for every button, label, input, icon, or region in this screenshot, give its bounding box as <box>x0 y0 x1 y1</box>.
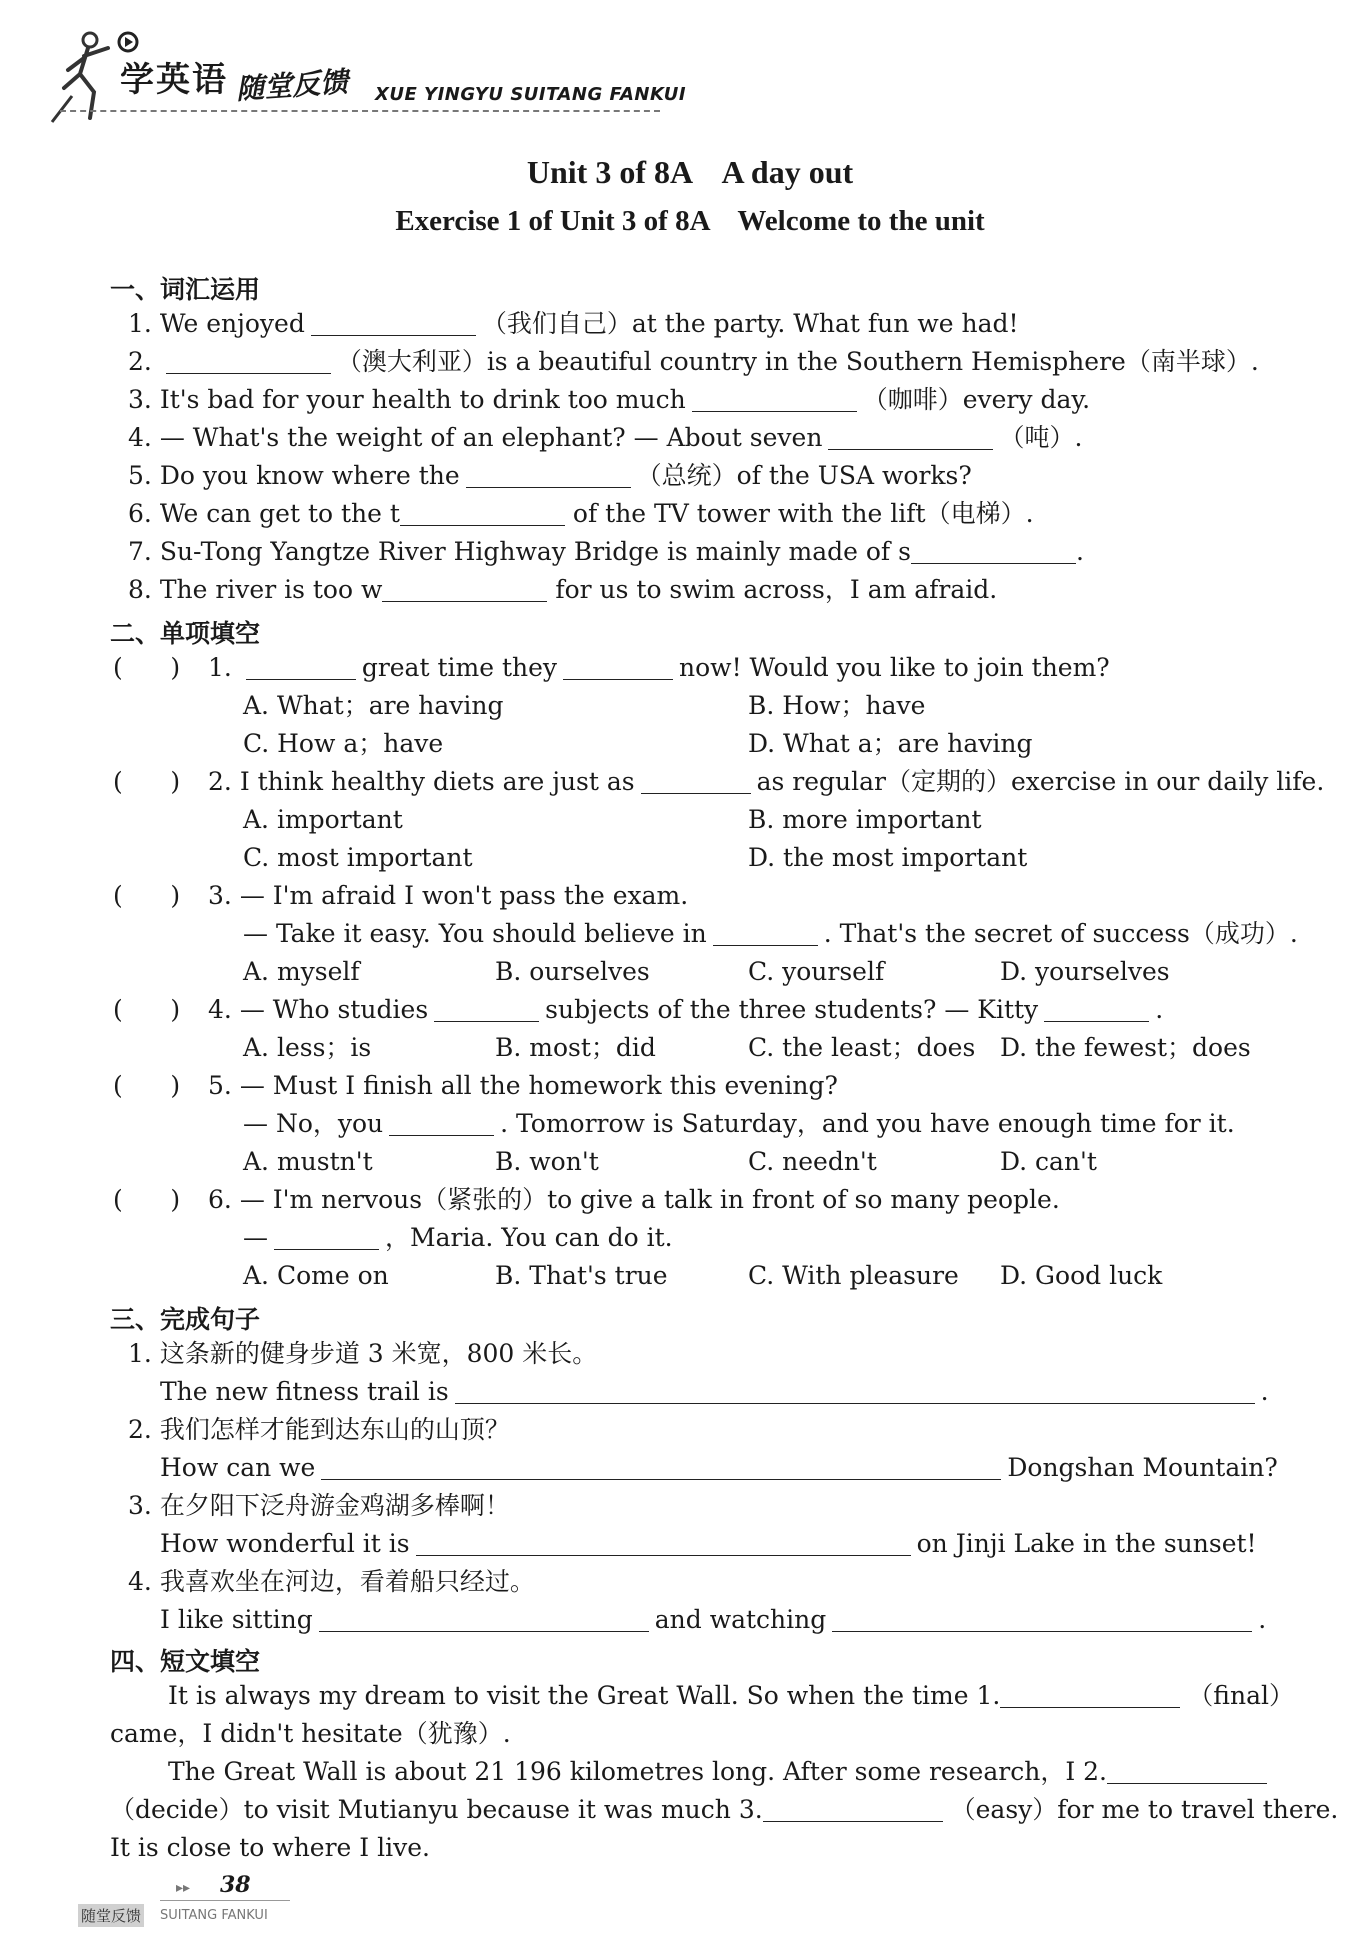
mc-paren: ( ) <box>113 881 181 910</box>
page-subtitle: Exercise 1 of Unit 3 of 8A Welcome to the unit <box>395 205 985 237</box>
vocab-item: 1. We enjoyed （我们自己）at the party. What fun we had! <box>128 309 1019 338</box>
header-dashed-rule <box>60 110 660 112</box>
vocab-item: 6. We can get to the t of the TV tower with the lift（电梯）. <box>128 499 1034 528</box>
mc-option: D. What a；are having <box>748 729 1033 758</box>
sentence-en: The new fitness trail is . <box>160 1377 1269 1406</box>
mc-option: D. can't <box>1000 1147 1097 1176</box>
mc-option: A. important <box>243 805 403 834</box>
footer-label-en: SUITANG FANKUI <box>160 1908 268 1923</box>
mc-option: B. ourselves <box>495 957 650 986</box>
sentence-en: How can we Dongshan Mountain? <box>160 1453 1278 1482</box>
mc-option: B. How；have <box>748 691 926 720</box>
mc-option: A. Come on <box>243 1261 389 1290</box>
passage-line: came，I didn't hesitate（犹豫）. <box>110 1719 511 1748</box>
mc-question-line: — Take it easy. You should believe in . That's the secret of success（成功）. <box>243 919 1298 948</box>
mc-paren: ( ) <box>113 653 181 682</box>
mc-option: C. How a；have <box>243 729 444 758</box>
mc-option: D. yourselves <box>1000 957 1170 986</box>
mc-option: B. more important <box>748 805 982 834</box>
mc-option: C. With pleasure <box>748 1261 959 1290</box>
vocab-item: 4. — What's the weight of an elephant? — About seven （吨）. <box>128 423 1083 452</box>
mc-option: B. That's true <box>495 1261 668 1290</box>
mc-option: C. most important <box>243 843 473 872</box>
page-header <box>50 22 687 127</box>
passage-line: It is close to where I live. <box>110 1833 430 1862</box>
mc-question: 2. I think healthy diets are just as as regular（定期的）exercise in our daily life. <box>208 767 1325 796</box>
footer-rule <box>160 1900 290 1901</box>
mc-paren: ( ) <box>113 1185 181 1214</box>
passage-line: It is always my dream to visit the Great Wall. So when the time 1. （final） <box>168 1681 1294 1710</box>
mc-option: A. What；are having <box>243 691 504 720</box>
sentence-cn: 1. 这条新的健身步道 3 米宽，800 米长。 <box>128 1339 598 1368</box>
sentence-cn: 3. 在夕阳下泛舟游金鸡湖多棒啊！ <box>128 1491 510 1520</box>
mc-option: D. Good luck <box>1000 1261 1163 1290</box>
vocab-item: 3. It's bad for your health to drink too much （咖啡）every day. <box>128 385 1091 414</box>
section-heading-vocab: 一、词汇运用 <box>110 275 261 304</box>
mc-option: A. mustn't <box>243 1147 373 1176</box>
mc-question: 1. great time they now! Would you like to join them? <box>208 653 1110 682</box>
sentence-en: How wonderful it is on Jinji Lake in the sunset! <box>160 1529 1257 1558</box>
section-heading-passage: 四、短文填空 <box>110 1647 261 1676</box>
mc-option: B. won't <box>495 1147 599 1176</box>
logo-cn-main: 学英语 <box>120 60 228 100</box>
section-heading-sentences: 三、完成句子 <box>110 1305 261 1334</box>
passage-line: （decide）to visit Mutianyu because it was much 3. （easy）for me to travel there. <box>110 1795 1339 1824</box>
mc-option: C. yourself <box>748 957 885 986</box>
logo-pinyin: XUE YINGYU SUITANG FANKUI <box>375 84 687 105</box>
page-title: Unit 3 of 8A A day out <box>526 154 854 190</box>
sentence-cn: 2. 我们怎样才能到达东山的山顶？ <box>128 1415 510 1444</box>
passage-line: The Great Wall is about 21 196 kilometres long. After some research，I 2. <box>168 1756 1267 1788</box>
vocab-item: 8. The river is too w for us to swim across，I am afraid. <box>128 575 998 604</box>
footer-arrows: ▸▸ <box>176 1880 191 1896</box>
mc-option: A. less；is <box>243 1033 372 1062</box>
mc-option: C. needn't <box>748 1147 877 1176</box>
mc-option: A. myself <box>243 957 360 986</box>
mc-option: C. the least；does <box>748 1033 976 1062</box>
sentence-en: I like sitting and watching . <box>160 1605 1267 1634</box>
mc-option: D. the fewest；does <box>1000 1033 1251 1062</box>
mc-question: 5. — Must I finish all the homework this evening? <box>208 1071 838 1100</box>
mc-question: 3. — I'm afraid I won't pass the exam. <box>208 881 689 910</box>
section-heading-mc: 二、单项填空 <box>110 619 261 648</box>
footer-label-cn: 随堂反馈 <box>78 1904 144 1927</box>
logo-cn-sub: 随堂反馈 <box>235 65 350 106</box>
mc-option: D. the most important <box>748 843 1028 872</box>
sentence-cn: 4. 我喜欢坐在河边，看着船只经过。 <box>128 1567 535 1596</box>
vocab-item: 7. Su-Tong Yangtze River Highway Bridge is mainly made of s . <box>128 537 1084 566</box>
mc-question: 6. — I'm nervous（紧张的）to give a talk in front of so many people. <box>208 1185 1060 1214</box>
mc-paren: ( ) <box>113 995 181 1024</box>
mc-paren: ( ) <box>113 1071 181 1100</box>
page-number: 38 <box>220 1872 251 1898</box>
mc-paren: ( ) <box>113 767 181 796</box>
mc-option: B. most；did <box>495 1033 656 1062</box>
mc-question-line: — No，you . Tomorrow is Saturday，and you have enough time for it. <box>243 1109 1235 1138</box>
vocab-item: 5. Do you know where the （总统）of the USA works? <box>128 461 972 490</box>
vocab-item: 2. （澳大利亚）is a beautiful country in the Southern Hemisphere（南半球）. <box>128 347 1259 376</box>
mc-question: 4. — Who studies subjects of the three students? — Kitty . <box>208 995 1164 1024</box>
mc-question-line: — ，Maria. You can do it. <box>243 1223 673 1252</box>
